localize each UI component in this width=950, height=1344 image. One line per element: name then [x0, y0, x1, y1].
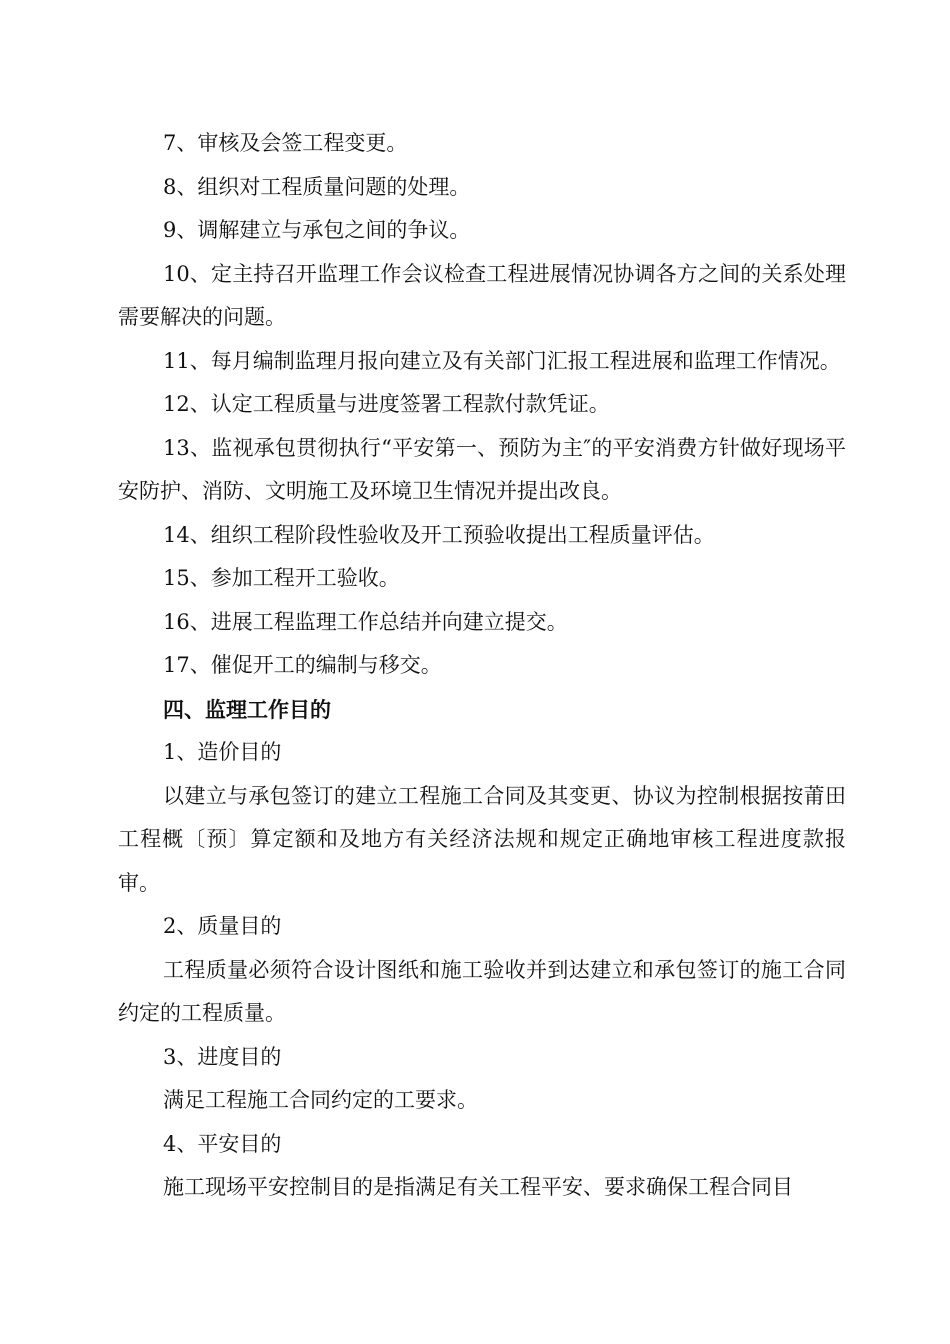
list-item-17: 17、催促开工的编制与移交。 — [163, 653, 442, 677]
list-item-12: 12、认定工程质量与进度签署工程款付款凭证。 — [163, 392, 610, 416]
list-item-16: 16、进展工程监理工作总结并向建立提交。 — [163, 609, 568, 634]
subheading-safety: 4、平安目的 — [163, 1131, 282, 1156]
list-item-8: 8、组织对工程质量问题的处理。 — [163, 174, 471, 199]
document-body — [118, 122, 846, 1210]
subheading-quality: 2、质量目的 — [163, 914, 282, 938]
list-item-7: 7、审核及会签工程变更。 — [163, 131, 408, 155]
list-item-9: 9、调解建立与承包之间的争议。 — [163, 218, 471, 242]
subheading-cost: 1、造价目的 — [163, 740, 282, 764]
paragraph-quality: 工程质量必须符合设计图纸和施工验收并到达建立和承包签订的施工合同约定的工程质量。 — [118, 957, 846, 1025]
paragraph-safety: 施工现场平安控制目的是指满足有关工程平安、要求确保工程合同目 — [163, 1175, 793, 1199]
list-item-11: 11、每月编制监理月报向建立及有关部门汇报工程进展和监理工作情况。 — [163, 348, 841, 373]
list-item-14: 14、组织工程阶段性验收及开工预验收提出工程质量评估。 — [163, 522, 715, 547]
list-item-10: 10、定主持召开监理工作会议检查工程进展情况协调各方之间的关系处理需要解决的问题。 — [118, 261, 846, 329]
section-heading: 四、监理工作目的 — [163, 696, 331, 722]
list-item-15: 15、参加工程开工验收。 — [163, 566, 400, 590]
paragraph-cost: 以建立与承包签订的建立工程施工合同及其变更、协议为控制根据按莆田工程概〔预〕算定额和及地方有关经济法规和规定正确地审核工程进度款报审。 — [118, 783, 846, 895]
paragraph-schedule: 满足工程施工合同约定的工要求。 — [163, 1088, 478, 1112]
list-item-13: 13、监视承包贯彻执行“平安第一、预防为主″的平安消费方针做好现场平安防护、消防、文明施工及环境卫生情况并提出改良。 — [118, 435, 846, 503]
subheading-schedule: 3、进度目的 — [163, 1044, 282, 1069]
